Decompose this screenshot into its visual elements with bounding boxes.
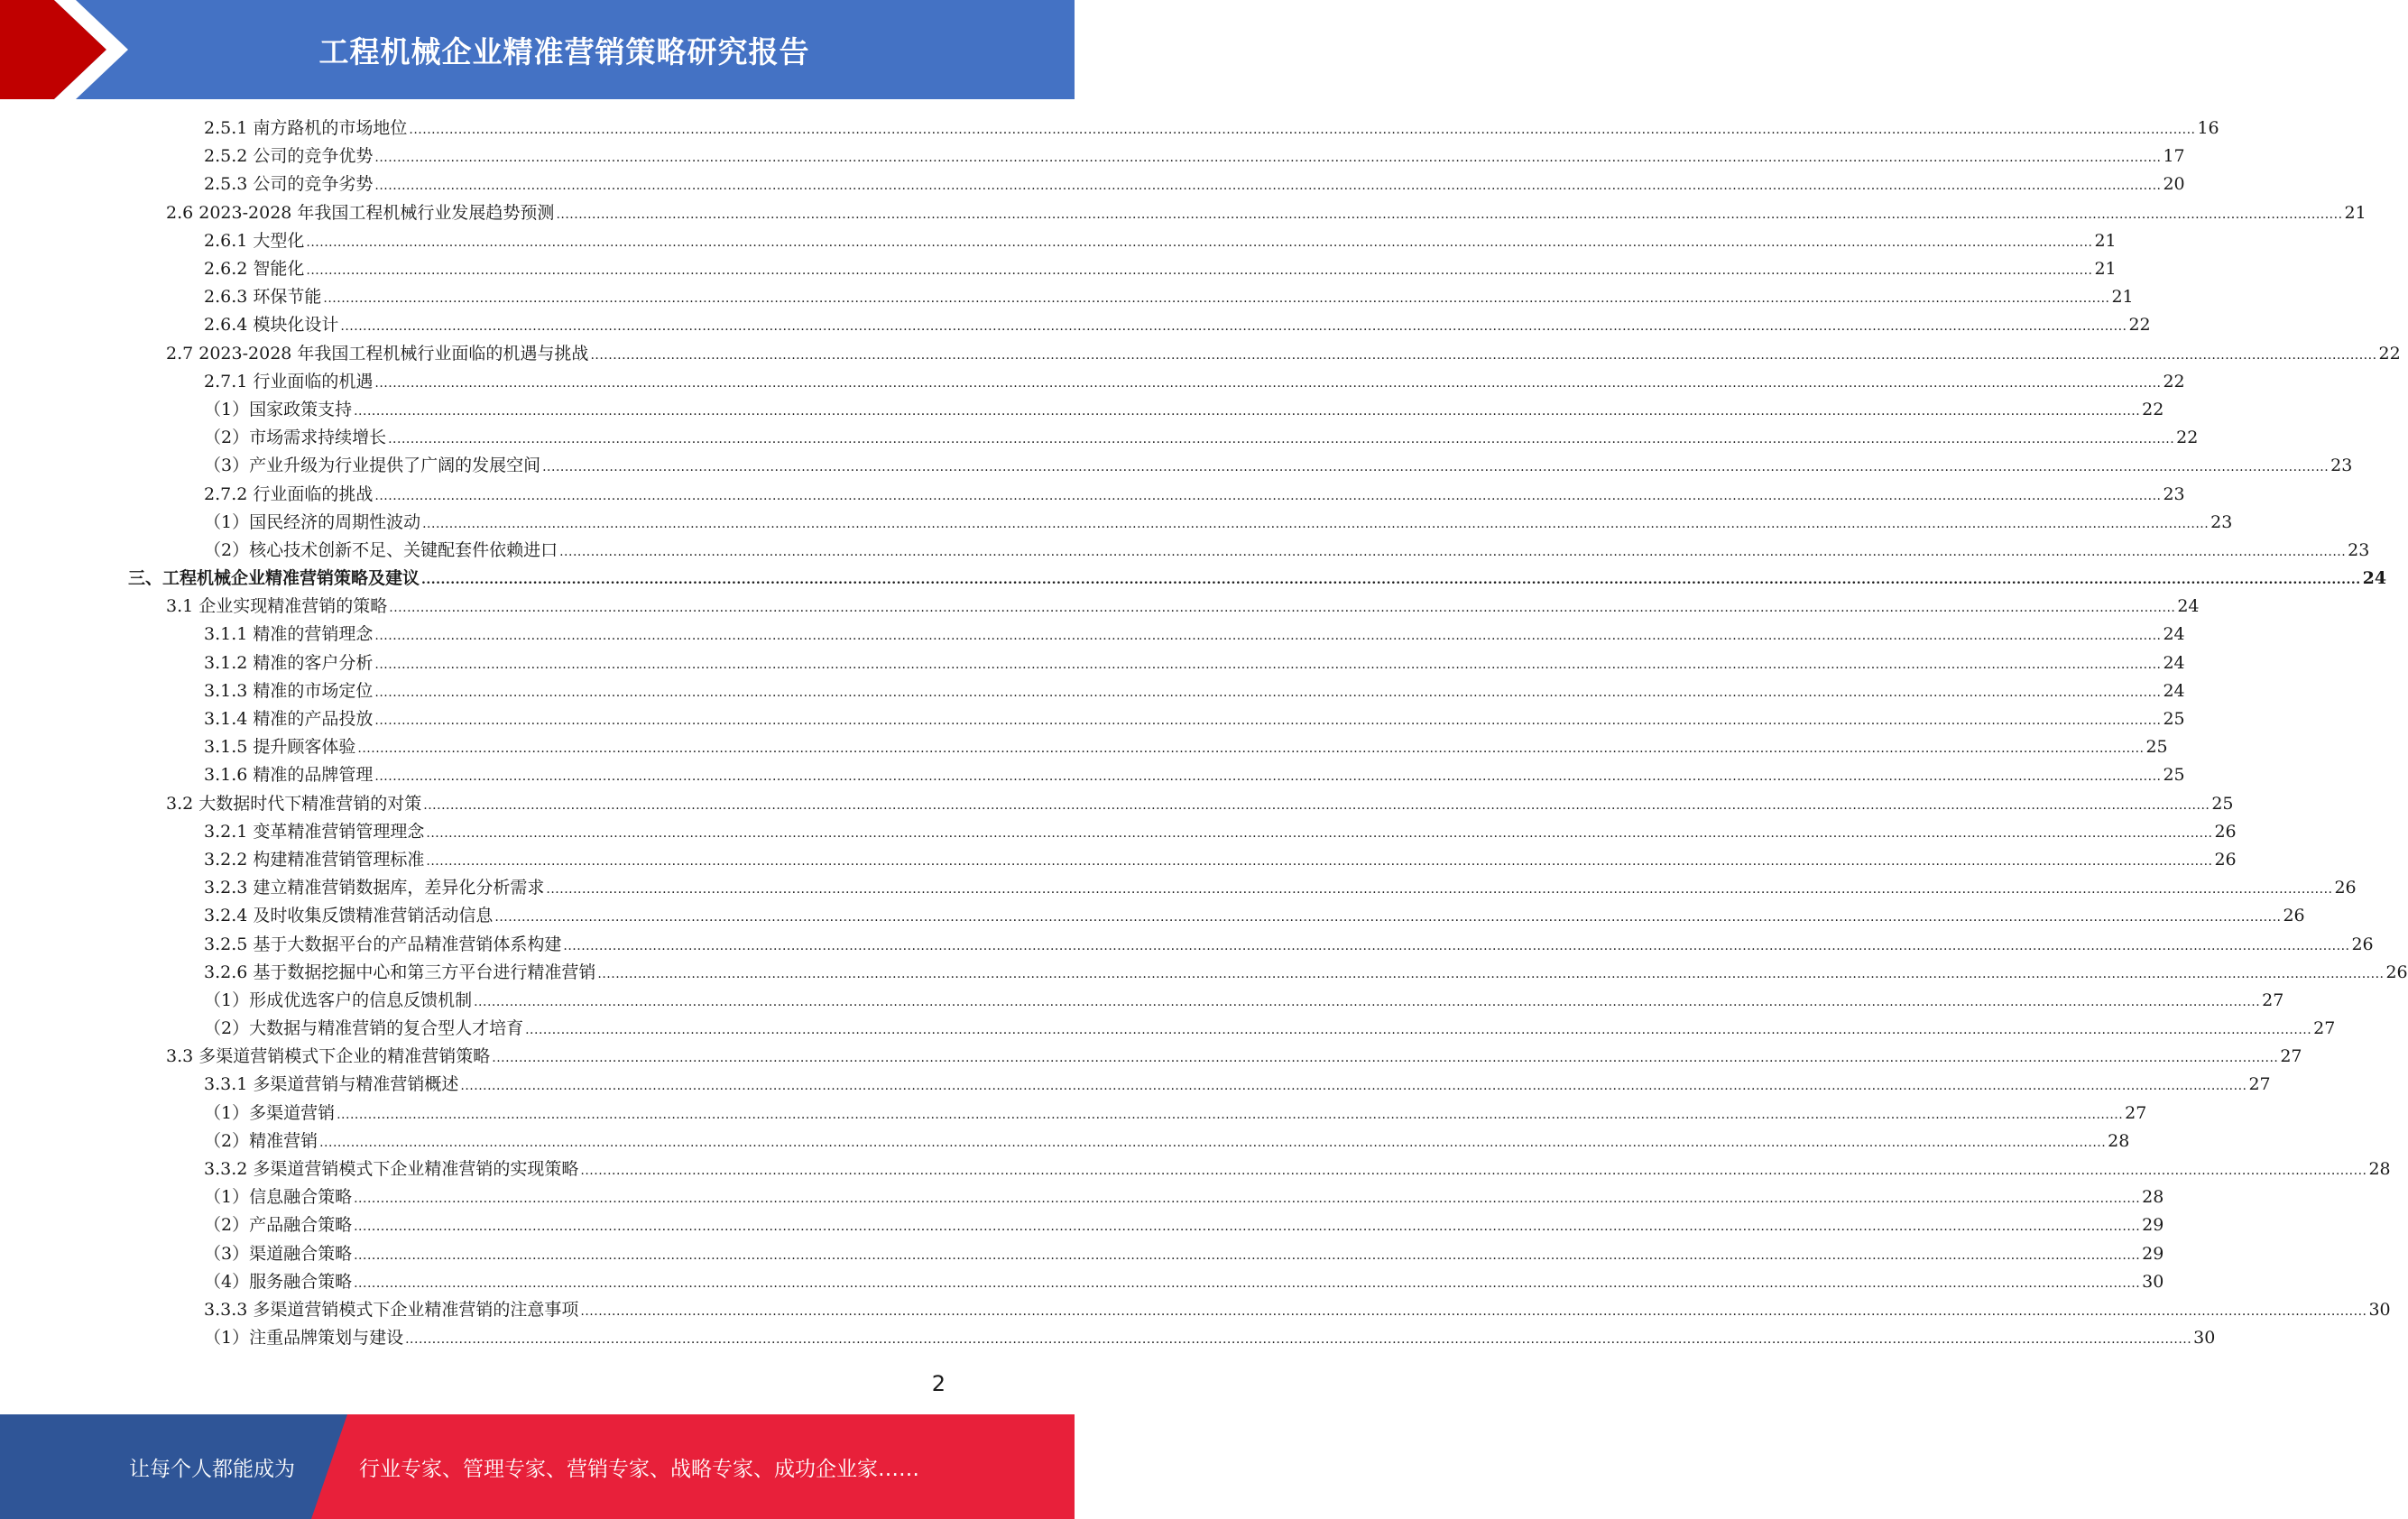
toc-entry[interactable]: [0, 649, 2185, 677]
toc-entry-page: 24: [2163, 652, 2185, 673]
toc-entry-label: 2.6 2023-2028 年我国工程机械行业发展趋势预测: [166, 202, 555, 223]
toc-entry-label: 2.7.2 行业面临的挑战: [204, 483, 374, 504]
footer-band: [0, 1414, 1075, 1519]
toc-entry-page: 25: [2163, 765, 2185, 786]
header-band: [0, 0, 1075, 99]
toc-dot-leader: ................................................................................................................................................................................................................................................................................................................................................................................................................: [492, 1051, 2279, 1066]
toc-entry[interactable]: [0, 452, 2353, 480]
toc-entry-page: 29: [2142, 1215, 2164, 1236]
toc-entry-label: 2.6.3 环保节能: [204, 287, 322, 308]
toc-dot-leader: ................................................................................................................................................................................................................................................................................................................................................................................................................: [421, 573, 2361, 588]
toc-entry[interactable]: [0, 509, 2233, 537]
toc-entry-label: 2.6.2 智能化: [204, 259, 305, 280]
toc-entry-label: 3.1.5 提升顾客体验: [204, 737, 356, 758]
toc-entry[interactable]: [0, 368, 2185, 396]
toc-entry[interactable]: [0, 677, 2185, 705]
toc-entry-label: （2）大数据与精准营销的复合型人才培育: [204, 1018, 524, 1039]
toc-entry-page: 30: [2142, 1271, 2164, 1292]
toc-dot-leader: ................................................................................................................................................................................................................................................................................................................................................................................................................: [546, 882, 2333, 898]
toc-entry[interactable]: [0, 874, 2357, 902]
toc-entry-label: 3.2 大数据时代下精准营销的对策: [166, 793, 422, 814]
toc-entry[interactable]: [0, 1324, 2216, 1352]
toc-entry-label: （1）形成优选客户的信息反馈机制: [204, 990, 473, 1010]
toc-entry-page: 25: [2163, 709, 2185, 730]
toc-entry-page: 22: [2176, 428, 2199, 448]
page-number: 2: [931, 1371, 946, 1396]
toc-dot-leader: ................................................................................................................................................................................................................................................................................................................................................................................................................: [580, 1164, 2367, 1179]
toc-entry[interactable]: [0, 1183, 2164, 1211]
toc-entry[interactable]: [0, 846, 2237, 874]
toc-entry[interactable]: [0, 1100, 2147, 1128]
toc-dot-leader: ................................................................................................................................................................................................................................................................................................................................................................................................................: [374, 657, 2162, 672]
toc-entry-page: 25: [2211, 793, 2234, 814]
toc-entry-label: （2）核心技术创新不足、关键配套件依赖进口: [204, 539, 558, 560]
toc-dot-leader: ................................................................................................................................................................................................................................................................................................................................................................................................................: [389, 601, 2176, 616]
toc-entry[interactable]: [0, 227, 2117, 255]
toc-entry-page: 24: [2163, 680, 2185, 701]
toc-entry-page: 26: [2214, 821, 2237, 842]
toc-entry[interactable]: [0, 311, 2151, 339]
toc-entry-page: 23: [2210, 511, 2233, 532]
toc-entry[interactable]: [0, 930, 2374, 958]
toc-dot-leader: ................................................................................................................................................................................................................................................................................................................................................................................................................: [542, 460, 2330, 475]
toc-entry[interactable]: [0, 170, 2185, 198]
toc-entry-page: 16: [2197, 118, 2219, 139]
toc-entry-page: 26: [2214, 849, 2237, 870]
toc-entry[interactable]: [0, 959, 2408, 987]
toc-entry-label: 3.2.6 基于数据挖掘中心和第三方平台进行精准营销: [204, 962, 596, 982]
toc-entry[interactable]: [0, 902, 2305, 930]
toc-dot-leader: ................................................................................................................................................................................................................................................................................................................................................................................................................: [374, 685, 2162, 700]
toc-entry-label: 3.2.1 变革精准营销管理理念: [204, 821, 425, 842]
toc-entry-label: 3.3.1 多渠道营销与精准营销概述: [204, 1074, 459, 1095]
toc-entry-page: 24: [2177, 596, 2200, 617]
toc-entry-page: 28: [2108, 1130, 2130, 1151]
toc-dot-leader: ................................................................................................................................................................................................................................................................................................................................................................................................................: [426, 825, 2213, 841]
toc-entry[interactable]: [0, 199, 2366, 227]
toc-entry-label: 3.2.5 基于大数据平台的产品精准营销体系构建: [204, 934, 562, 954]
document-title: 工程机械企业精准营销策略研究报告: [318, 33, 810, 69]
toc-entry-label: （1）多渠道营销: [204, 1102, 336, 1123]
toc-entry-page: 21: [2094, 230, 2117, 251]
toc-entry-page: 27: [2262, 990, 2284, 1010]
table-of-contents: [0, 115, 2408, 1352]
toc-entry-page: 22: [2378, 343, 2401, 364]
toc-entry-label: （1）国民经济的周期性波动: [204, 511, 421, 532]
toc-entry-label: 3.1.2 精准的客户分析: [204, 652, 374, 673]
toc-entry[interactable]: [0, 143, 2185, 170]
footer-slogan-right: 行业专家、管理专家、营销专家、战略专家、成功企业家……: [359, 1457, 919, 1481]
toc-entry-page: 28: [2142, 1187, 2164, 1208]
toc-entry-page: 27: [2280, 1046, 2302, 1067]
toc-entry[interactable]: [0, 1128, 2130, 1155]
toc-dot-leader: ................................................................................................................................................................................................................................................................................................................................................................................................................: [374, 179, 2162, 194]
toc-dot-leader: ................................................................................................................................................................................................................................................................................................................................................................................................................: [306, 263, 2093, 279]
toc-entry[interactable]: [0, 480, 2185, 508]
toc-entry[interactable]: [0, 115, 2219, 143]
toc-entry-page: 21: [2344, 202, 2366, 223]
toc-dot-leader: ................................................................................................................................................................................................................................................................................................................................................................................................................: [494, 910, 2282, 925]
toc-entry-label: （4）服务融合策略: [204, 1271, 353, 1292]
toc-dot-leader: ................................................................................................................................................................................................................................................................................................................................................................................................................: [354, 1247, 2141, 1263]
toc-entry-label: （1）注重品牌策划与建设: [204, 1328, 404, 1349]
toc-entry-page: 24: [2163, 624, 2185, 645]
toc-entry[interactable]: [0, 1043, 2302, 1071]
toc-entry-label: （1）国家政策支持: [204, 399, 353, 419]
toc-entry-page: 17: [2163, 146, 2185, 167]
toc-dot-leader: ................................................................................................................................................................................................................................................................................................................................................................................................................: [423, 797, 2210, 813]
toc-entry-page: 22: [2142, 399, 2164, 419]
toc-dot-leader: ................................................................................................................................................................................................................................................................................................................................................................................................................: [374, 769, 2162, 785]
toc-entry[interactable]: [0, 621, 2185, 649]
toc-entry-page: 21: [2094, 259, 2117, 280]
toc-entry-page: 30: [2368, 1299, 2391, 1320]
toc-entry-label: 2.5.2 公司的竞争优势: [204, 146, 374, 167]
toc-entry-label: 2.5.3 公司的竞争劣势: [204, 174, 374, 195]
toc-dot-leader: ................................................................................................................................................................................................................................................................................................................................................................................................................: [597, 966, 2385, 981]
toc-dot-leader: ................................................................................................................................................................................................................................................................................................................................................................................................................: [357, 741, 2145, 757]
toc-entry[interactable]: [0, 1155, 2391, 1183]
toc-dot-leader: ................................................................................................................................................................................................................................................................................................................................................................................................................: [563, 938, 2350, 953]
toc-entry-page: 22: [2163, 371, 2185, 391]
toc-entry-label: 3.1.1 精准的营销理念: [204, 624, 374, 645]
toc-entry-label: （2）市场需求持续增长: [204, 428, 387, 448]
toc-entry-page: 27: [2125, 1102, 2147, 1123]
toc-entry-label: （1）信息融合策略: [204, 1187, 353, 1208]
toc-entry-page: 21: [2111, 287, 2134, 308]
toc-entry[interactable]: [0, 761, 2185, 789]
toc-entry-page: 27: [2313, 1018, 2336, 1039]
toc-entry-page: 26: [2283, 906, 2305, 926]
toc-entry[interactable]: [0, 283, 2134, 311]
footer-slogan-left: 让每个人都能成为: [129, 1457, 295, 1481]
toc-dot-leader: ................................................................................................................................................................................................................................................................................................................................................................................................................: [525, 1023, 2312, 1038]
toc-entry-page: 26: [2334, 878, 2357, 898]
toc-entry-page: 26: [2385, 962, 2408, 982]
toc-entry[interactable]: [0, 705, 2185, 733]
toc-entry-label: （2）产品融合策略: [204, 1215, 353, 1236]
toc-entry-page: 30: [2193, 1328, 2216, 1349]
toc-entry-label: （3）渠道融合策略: [204, 1243, 353, 1264]
toc-entry[interactable]: [0, 818, 2237, 846]
toc-entry[interactable]: [0, 565, 2387, 593]
toc-dot-leader: ................................................................................................................................................................................................................................................................................................................................................................................................................: [374, 713, 2162, 729]
toc-entry[interactable]: [0, 593, 2200, 621]
toc-entry-page: 23: [2330, 456, 2353, 476]
toc-dot-leader: ................................................................................................................................................................................................................................................................................................................................................................................................................: [374, 629, 2162, 644]
toc-dot-leader: ................................................................................................................................................................................................................................................................................................................................................................................................................: [590, 347, 2377, 363]
toc-dot-leader: ................................................................................................................................................................................................................................................................................................................................................................................................................: [388, 432, 2175, 447]
toc-entry-label: （2）精准营销: [204, 1130, 318, 1151]
toc-dot-leader: ................................................................................................................................................................................................................................................................................................................................................................................................................: [323, 291, 2110, 307]
toc-dot-leader: ................................................................................................................................................................................................................................................................................................................................................................................................................: [422, 516, 2210, 531]
toc-entry[interactable]: [0, 340, 2401, 368]
toc-dot-leader: ................................................................................................................................................................................................................................................................................................................................................................................................................: [354, 403, 2141, 419]
arrow-chevron-icon: [0, 0, 135, 99]
toc-entry-label: 3.1.3 精准的市场定位: [204, 680, 374, 701]
toc-dot-leader: ................................................................................................................................................................................................................................................................................................................................................................................................................: [340, 319, 2127, 335]
toc-entry-label: 3.3 多渠道营销模式下企业的精准营销策略: [166, 1046, 491, 1067]
toc-entry-label: 3.2.3 建立精准营销数据库，差异化分析需求: [204, 878, 545, 898]
toc-entry[interactable]: [0, 1015, 2336, 1043]
toc-dot-leader: ................................................................................................................................................................................................................................................................................................................................................................................................................: [474, 994, 2261, 1009]
toc-dot-leader: ................................................................................................................................................................................................................................................................................................................................................................................................................: [460, 1079, 2247, 1094]
toc-dot-leader: ................................................................................................................................................................................................................................................................................................................................................................................................................: [580, 1303, 2367, 1319]
toc-dot-leader: ................................................................................................................................................................................................................................................................................................................................................................................................................: [405, 1332, 2192, 1348]
toc-entry-page: 28: [2368, 1159, 2391, 1180]
toc-entry-label: 3.1 企业实现精准营销的策略: [166, 596, 388, 617]
toc-entry-page: 24: [2362, 568, 2387, 589]
toc-dot-leader: ................................................................................................................................................................................................................................................................................................................................................................................................................: [559, 544, 2347, 559]
toc-dot-leader: ................................................................................................................................................................................................................................................................................................................................................................................................................: [337, 1107, 2124, 1122]
toc-entry-label: 3.1.6 精准的品牌管理: [204, 765, 374, 786]
toc-entry[interactable]: [0, 987, 2284, 1015]
toc-entry[interactable]: [0, 396, 2164, 424]
toc-entry-label: 3.2.2 构建精准营销管理标准: [204, 849, 425, 870]
toc-entry-label: 2.7.1 行业面临的机遇: [204, 371, 374, 391]
toc-entry[interactable]: [0, 790, 2234, 818]
toc-entry-page: 29: [2142, 1243, 2164, 1264]
toc-entry[interactable]: [0, 1071, 2271, 1099]
toc-entry-label: 3.2.4 及时收集反馈精准营销活动信息: [204, 906, 494, 926]
toc-dot-leader: ................................................................................................................................................................................................................................................................................................................................................................................................................: [306, 235, 2093, 250]
toc-dot-leader: ................................................................................................................................................................................................................................................................................................................................................................................................................: [374, 488, 2162, 503]
toc-entry[interactable]: [0, 537, 2370, 565]
toc-entry-label: 2.5.1 南方路机的市场地位: [204, 118, 408, 139]
toc-entry-label: 3.1.4 精准的产品投放: [204, 709, 374, 730]
toc-entry-page: 23: [2163, 483, 2185, 504]
toc-entry-page: 25: [2145, 737, 2168, 758]
toc-entry-label: 三、工程机械企业精准营销策略及建议: [128, 568, 420, 589]
toc-entry-page: 23: [2348, 539, 2370, 560]
toc-entry-label: 2.6.1 大型化: [204, 230, 305, 251]
toc-dot-leader: ................................................................................................................................................................................................................................................................................................................................................................................................................: [374, 151, 2162, 166]
toc-entry[interactable]: [0, 1211, 2164, 1239]
toc-entry-page: 27: [2248, 1074, 2271, 1095]
toc-entry[interactable]: [0, 255, 2117, 283]
toc-entry-label: 3.3.3 多渠道营销模式下企业精准营销的注意事项: [204, 1299, 579, 1320]
toc-entry[interactable]: [0, 1268, 2164, 1296]
toc-entry[interactable]: [0, 1240, 2164, 1268]
toc-entry-page: 26: [2351, 934, 2374, 954]
toc-entry-label: 2.6.4 模块化设计: [204, 315, 339, 336]
toc-entry-label: （3）产业升级为行业提供了广阔的发展空间: [204, 456, 541, 476]
toc-dot-leader: ................................................................................................................................................................................................................................................................................................................................................................................................................: [374, 375, 2162, 391]
toc-dot-leader: ................................................................................................................................................................................................................................................................................................................................................................................................................: [556, 207, 2343, 222]
toc-entry[interactable]: [0, 1296, 2391, 1324]
toc-entry-label: 2.7 2023-2028 年我国工程机械行业面临的机遇与挑战: [166, 343, 589, 364]
toc-dot-leader: ................................................................................................................................................................................................................................................................................................................................................................................................................: [426, 853, 2213, 869]
toc-dot-leader: ................................................................................................................................................................................................................................................................................................................................................................................................................: [354, 1275, 2141, 1291]
toc-entry-label: 3.3.2 多渠道营销模式下企业精准营销的实现策略: [204, 1159, 579, 1180]
toc-dot-leader: ................................................................................................................................................................................................................................................................................................................................................................................................................: [354, 1220, 2141, 1235]
toc-entry-page: 20: [2163, 174, 2185, 195]
toc-dot-leader: ................................................................................................................................................................................................................................................................................................................................................................................................................: [354, 1192, 2141, 1207]
toc-entry[interactable]: [0, 424, 2199, 452]
toc-entry-page: 22: [2128, 315, 2151, 336]
toc-dot-leader: ................................................................................................................................................................................................................................................................................................................................................................................................................: [319, 1135, 2107, 1150]
toc-dot-leader: ................................................................................................................................................................................................................................................................................................................................................................................................................: [409, 123, 2196, 138]
toc-entry[interactable]: [0, 733, 2168, 761]
